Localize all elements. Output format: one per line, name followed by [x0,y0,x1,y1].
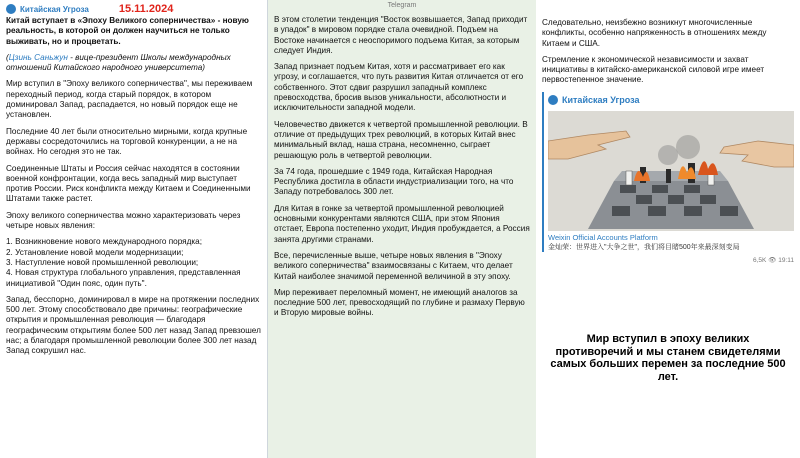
author-description: - вице-президент Школы международных отношений Китайского народного университета) [6,52,231,73]
overlay-caption: Мир вступил в эпоху великих противоречий и мы станем свидетелями самых больших перемен за последние 500 лет. [550,333,786,383]
paragraph: Человечество движется к четвертой промышленной революции. В отличие от предыдущих трех революций, в которых Китай внес минимальный вклад, наша страна, несомненно, сыграет решающую роль в четвертой революции. [274,119,528,160]
author-line: (Цзинь Саньжун - вице-президент Школы международных отношений Китайского народного университета) [6,52,231,73]
paragraph: Все, перечисленные выше, четыре новых явления в "Эпоху великого соперничества" взаимосвязаны с Китаем, что делает Китай наиболее значимой переменной величиной в эту эпоху. [274,250,513,281]
app-title: Telegram [387,2,417,9]
message-text [536,0,800,86]
paragraph: Запад признает подъем Китая, хотя и рассматривает его как угрозу, и соглашается, что путь развития Китая отличается от его собственного. Этот сдвиг разрушил западный комплекс превосходства, бросив вызов уникальности, абсолютности и исключительности западной модели. [274,62,524,113]
channel-avatar [548,95,558,105]
paragraph: Соединенные Штаты и Россия сейчас находятся в состоянии военной конфронтации, когда весь западный мир выступает против России. Риск конфликта между Китаем и Соединенными Штатами также растет. [6,163,251,204]
card-channel-name: Китайская Угроза [562,94,640,105]
preview-image[interactable] [548,111,794,231]
message-header [0,0,267,16]
card-header [548,92,794,108]
paragraph: Стремление к экономической независимости и захват инициативы в китайско-американской силовой игре имеет первостепенное значение. [542,54,765,85]
message-column-2 [268,0,536,458]
paragraph: За 74 года, прошедшие с 1949 года, Китайская Народная Республика достигла в области индустриализации того, на что Западу потребовалось 300 лет. [274,166,514,197]
headline: Китай вступает в «Эпоху Великого соперничества» - новую реальность, в которой он должен научиться не только выживать, но и процветать. [6,16,249,46]
message-column-1 [0,0,268,458]
channel-name[interactable]: Китайская Угроза [20,4,89,14]
card-source[interactable]: Weixin Official Accounts Platform [548,232,658,242]
message-text [0,16,267,357]
author-name-link[interactable]: Цзинь Саньжун [8,52,68,62]
paragraph: Последние 40 лет были относительно мирными, когда крупные державы сосредоточились на торговой конкуренции, а не на войнах. Но сегодня это не так. [6,126,248,157]
channel-avatar[interactable] [6,4,16,14]
message-column-3 [536,0,800,458]
views-count: 6,5K [752,256,767,264]
message-meta [536,256,794,264]
numbered-list: 1. Возникновение нового международного порядка; 2. Установление новой модели модернизации; 3. Наступление новой промышленной революции; 4. Новая структура глобального управления, представленная инициативой "Один пояс, один путь". [6,237,241,288]
paragraph: Эпоху великого соперничества можно характеризовать через четыре новых явления: [6,210,241,231]
paragraph: Мир вступил в "Эпоху великого соперничества", мы переживаем переходный период, когда старый порядок, в котором доминировал Запад, распадается, но новый порядок еще не установлен. [6,79,253,120]
paragraph: Мир переживает переломный момент, не имеющий аналогов за последние 500 лет, превосходящий по глубине и размаху Первую и Вторую мировые войны. [274,287,525,318]
card-subtitle: 金灿荣：世界进入"大争之世"，我们将目睹500年来最深刻变局 [548,243,740,251]
link-preview-card[interactable] [542,92,794,252]
eye-icon: 👁 [768,256,777,264]
chess-hands-illustration [548,111,794,231]
date-stamp: 15.11.2024 [118,3,174,15]
message-text [268,11,536,319]
paragraph: Для Китая в гонке за четвертой промышленной революцией основными конкурентами являются США, при этом Япония отстает, Европа постепенно уходит, Индия пробуждается, а Россия занята другими странами. [274,203,530,244]
message-time: 19:11 [778,256,794,264]
paragraph: В этом столетии тенденция "Восток возвышается, Запад приходит в упадок" в мировом порядке стала очевидной. Подъем на Востоке начинается с неоспоримого подъема Китая, за которым следует Индия. [274,15,528,55]
paragraph: Следовательно, неизбежно возникнут многочисленные конфликты, особенно напряженность в отношениях между Китаем и США. [542,18,767,48]
paragraph: Запад, бесспорно, доминировал в мире на протяжении последних 500 лет. Этому способствовало две причины: географические открытия и промышленная революция — благодаря географическим открытиям более 500 лет назад Запад превзошел нас; а благодаря промышленной революции более 300 лет назад Запад сокрушил нас. [6,294,261,356]
